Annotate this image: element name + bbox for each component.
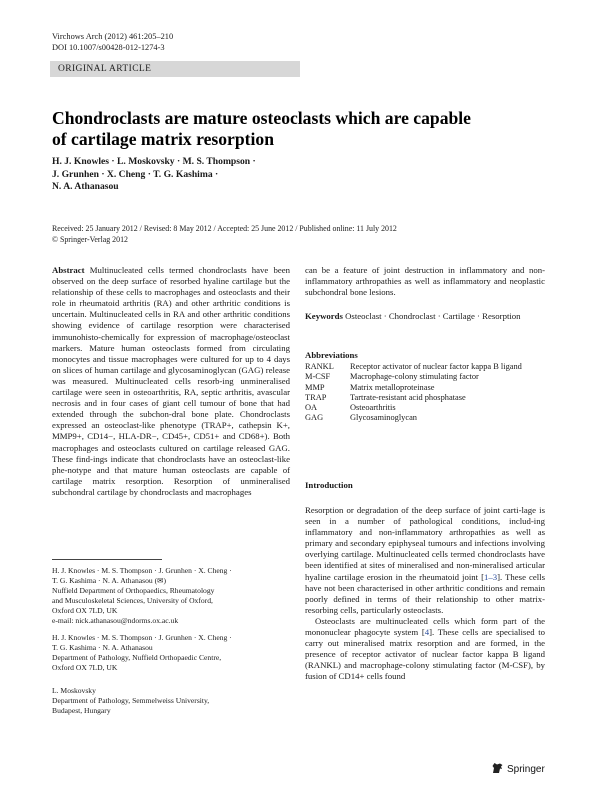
intro-p1-text-b: ]. These cells have not been characterised in other arthritic conditions and remain poorly defined in terms of their relationship to other matrix-resorbing cells, particularly osteoclasts. [305, 571, 545, 615]
abbr-value: Macrophage-colony stimulating factor [350, 372, 479, 382]
abbr-value: Osteoarthritis [350, 403, 396, 413]
aff3-org-1: Department of Pathology, Semmelweiss University, [52, 696, 210, 705]
keywords [305, 311, 545, 322]
table-row [305, 403, 545, 413]
article-type-banner: ORIGINAL ARTICLE [50, 61, 300, 77]
authors-line-3: N. A. Athanasou [52, 181, 119, 192]
citation-link[interactable]: 4 [424, 627, 430, 638]
publisher-logo [491, 762, 545, 777]
affiliation-divider [52, 559, 162, 560]
citation-link[interactable]: 1–3 [483, 571, 498, 582]
abbr-key: M-CSF [305, 372, 331, 382]
keywords-text: Osteoclast · Chondroclast · Cartilage · Resorption [345, 311, 521, 321]
dates-line: Received: 25 January 2012 / Revised: 8 May 2012 / Accepted: 25 June 2012 / Published online: 11 July 2012 [52, 224, 397, 233]
abbr-key: TRAP [305, 392, 327, 402]
introduction-body [305, 505, 545, 683]
abbr-value: Matrix metalloproteinase [350, 382, 435, 392]
abbreviations-heading: Abbreviations [305, 350, 358, 360]
aff1-names-1: H. J. Knowles · M. S. Thompson · J. Grunhen · X. Cheng · [52, 566, 232, 575]
abbr-key: GAG [305, 413, 324, 423]
aff1-org-1: Nuffield Department of Orthopaedics, Rheumatology [52, 586, 215, 595]
abstract-label: Abstract [52, 265, 85, 275]
aff1-org-3: Oxford OX 7LD, UK [52, 606, 118, 615]
title-line-2: of cartilage matrix resorption [52, 129, 274, 149]
introduction-heading: Introduction [305, 480, 353, 490]
intro-paragraph-2 [305, 616, 545, 683]
aff3-names-1: L. Moskovsky [52, 686, 96, 695]
aff2-org-2: Oxford OX 7LD, UK [52, 663, 118, 672]
aff1-email[interactable]: e-mail: nick.athanasou@ndorms.ox.ac.uk [52, 616, 179, 625]
abbr-value: Tartrate-resistant acid phosphatase [350, 392, 466, 402]
authors-line-2: J. Grunhen · X. Cheng · T. G. Kashima · [52, 168, 219, 180]
table-row [305, 362, 545, 372]
aff2-org-1: Department of Pathology, Nuffield Orthopaedic Centre, [52, 653, 222, 662]
intro-paragraph-1 [305, 505, 545, 616]
abbr-key: OA [305, 403, 318, 413]
affiliation-1 [52, 566, 292, 626]
abbreviations-table [305, 362, 545, 424]
doi: DOI 10.1007/s00428-012-1274-3 [52, 43, 165, 52]
aff3-org-2: Budapest, Hungary [52, 706, 111, 715]
abbr-value: Glycosaminoglycan [350, 413, 417, 423]
publisher-name: Springer [507, 764, 545, 775]
springer-horse-icon [491, 762, 504, 777]
intro-p1-text-a: Resorption or degradation of the deep surface of joint carti-lage is seen in a number of pathological conditions, includ-ing inflammatory and non-inflammatory arthropathies as well as primary and secondary epiphyseal tumours and infections involving overlying cartilage. Multinucleated cells termed chondroclasts have been identified at sites of mineralised and non-mineralised articular hyaline cartilage erosion in the rheumatoid joint [ [305, 505, 545, 582]
author-list [52, 156, 352, 194]
abstract-left [52, 265, 290, 498]
intro-p2-text-b: ]. These cells are specialised to carry out mineralised matrix resorption and are formed, in the presence of receptor activator of nuclear factor kappa B ligand (RANKL) and macrophage-colony stimulating factor (M-CSF), by fusion of CD14+ cells found [305, 627, 546, 682]
table-row [305, 413, 545, 423]
table-row [305, 393, 545, 403]
abbr-key: RANKL [305, 362, 334, 371]
table-row [305, 383, 545, 393]
abbr-key: MMP [305, 382, 325, 392]
title-line-1: Chondroclasts are mature osteoclasts which are capable [52, 108, 471, 128]
aff2-names-2: T. G. Kashima · N. A. Athanasou [52, 643, 153, 652]
publication-dates [52, 223, 552, 245]
affiliation-2 [52, 633, 292, 673]
abstract-text: Multinucleated cells termed chondroclasts have been observed on the deep surface of resorbed hyaline cartilage but the relationship of these cells to macrophages and osteoclasts and their role in rheumatoid arthritis (RA) and other arthritic conditions is uncertain. Multinucleated cells in RA and other arthritic conditions showing evidence of cartilage resorption were characterised immunohisto-chemically for expression of macrophage/osteoclast markers. Mature human osteoclasts formed from circulating monocytes and tissue macrophages were cultured for up to 4 days on slices of human cartilage and glycosaminoglycan (GAG) release was measured. Multinucleated cells resorb-ing unmineralised cartilage were seen in osteoarthritis, RA, septic arthritis, avascular necrosis and in four cases of giant cell tumour of bone that had extended through the subchon-dral bone plate. Chondroclasts expressed an osteoclast-like phenotype (TRAP+, cathepsin K+, MMP9+, CD14−, HLA-DR−, CD45+, CD51+ and CD68+). Both macrophages and osteoclasts cultured on cartilage released GAG. These find-ings indicate that chondroclasts have an osteoclast-like phe-notype and that mature human osteoclasts are capable of cartilage matrix resorption. Resorption of unmineralised subchondral cartilage by chondroclasts and macrophages [52, 265, 290, 497]
aff1-org-2: and Musculoskeletal Sciences, University of Oxford, [52, 596, 213, 605]
journal-citation: Virchows Arch (2012) 461:205–210 [52, 32, 174, 41]
table-row [305, 372, 545, 382]
affiliation-3 [52, 686, 292, 716]
intro-p2-text-a: Osteoclasts are multinucleated cells which form part of the mononuclear phagocyte system [ [305, 615, 545, 638]
aff2-names-1: H. J. Knowles · M. S. Thompson · J. Grunhen · X. Cheng · [52, 633, 232, 642]
keywords-label: Keywords [305, 311, 343, 321]
abbr-value: Receptor activator of nuclear factor kappa B ligand [350, 362, 522, 371]
aff1-names-2: T. G. Kashima · N. A. Athanasou (✉) [52, 576, 166, 585]
copyright: © Springer-Verlag 2012 [52, 235, 128, 244]
article-title [52, 108, 532, 150]
authors-line-1: H. J. Knowles · L. Moskovsky · M. S. Thompson · [52, 156, 256, 167]
abstract-right: can be a feature of joint destruction in inflammatory and non-inflammatory arthropathies as well as inflammatory and neoplastic subchondral bone lesions. [305, 265, 545, 298]
